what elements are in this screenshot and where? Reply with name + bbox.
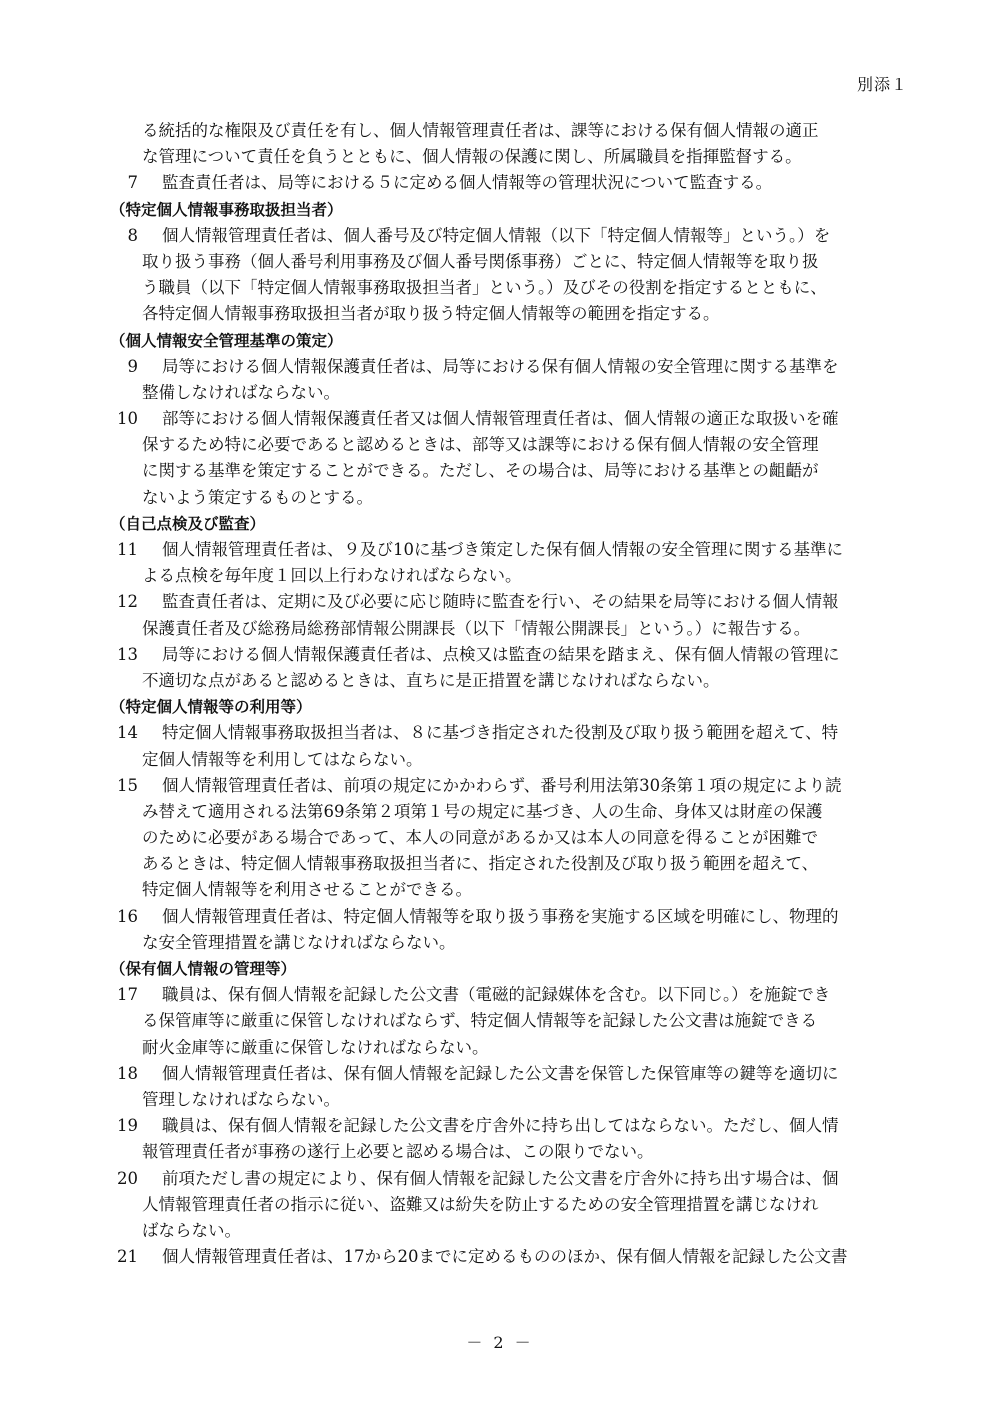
clause-number: 18 xyxy=(117,1063,138,1083)
clause-number: 9 xyxy=(127,356,138,376)
lead-line: る統括的な権限及び責任を有し、個人情報管理責任者は、課等における保有個人情報の適正 xyxy=(142,121,819,140)
clause-first-line xyxy=(112,1244,932,1270)
section-heading: （保有個人情報の管理等） xyxy=(110,960,297,978)
clause-first-line xyxy=(112,537,932,563)
clause-number: 12 xyxy=(117,592,138,612)
clause-continuation-line: な安全管理措置を講じなければならない。 xyxy=(142,932,456,952)
clause-item xyxy=(112,982,932,1061)
clause-continuation-line: 管理しなければならない。 xyxy=(142,1089,340,1109)
attachment-label: 別添１ xyxy=(856,75,908,94)
clause-item xyxy=(112,904,932,956)
clause-item xyxy=(112,1113,932,1165)
clause-continuation-line: 不適切な点があると認めるときは、直ちに是正措置を講じなければならない。 xyxy=(142,670,720,690)
clause-text: 特定個人情報事務取扱担当者は、８に基づき指定された役割及び取り扱う範囲を超えて、特 xyxy=(162,723,839,743)
clause-item xyxy=(112,720,932,772)
clause-text: 部等における個人情報保護責任者又は個人情報管理責任者は、個人情報の適正な取扱いを確 xyxy=(162,409,839,429)
section-heading: （個人情報安全管理基準の策定） xyxy=(110,331,343,350)
clause-text: 個人情報管理責任者は、前項の規定にかかわらず、番号利用法第30条第１項の規定により読 xyxy=(162,775,842,795)
clause-text: 局等における個人情報保護責任者は、点検又は監査の結果を踏まえ、保有個人情報の管理に xyxy=(162,644,840,664)
clause-number: 16 xyxy=(117,906,138,926)
clause-number: 8 xyxy=(127,225,138,245)
clause-continuation-line: 耐火金庫等に厳重に保管しなければならない。 xyxy=(142,1037,489,1057)
clause-number: 19 xyxy=(117,1116,138,1136)
clause-continuation-line: 各特定個人情報事務取扱担当者が取り扱う特定個人情報等の範囲を指定する。 xyxy=(142,304,720,324)
section-heading: （特定個人情報事務取扱担当者） xyxy=(110,200,343,219)
clause-number: 13 xyxy=(117,644,138,664)
clause-text: 個人情報管理責任者は、個人番号及び特定個人情報（以下「特定個人情報等」という。）を xyxy=(162,225,831,245)
clause-number: 11 xyxy=(117,540,138,559)
clause-number: 17 xyxy=(117,985,138,1005)
clause-first-line xyxy=(112,773,932,799)
clause-item xyxy=(112,1061,932,1113)
clause-number: 15 xyxy=(117,775,138,795)
clause-text: 監査責任者は、局等における５に定める個人情報等の管理状況について監査する。 xyxy=(162,173,773,193)
clause-continuation-line: あるときは、特定個人情報事務取扱担当者に、指定された役割及び取り扱う範囲を超えて、 xyxy=(142,854,819,874)
clause-continuation-line: ないよう策定するものとする。 xyxy=(142,487,373,507)
clause-continuation-line: に関する基準を策定することができる。ただし、その場合は、局等における基準との齟齬が xyxy=(142,461,819,481)
clause-text: 個人情報管理責任者は、保有個人情報を記録した公文書を保管した保管庫等の鍵等を適切に xyxy=(162,1063,839,1083)
clause-continuation-line: 保護責任者及び総務局総務部情報公開課長（以下「情報公開課長」という。）に報告する。 xyxy=(142,618,811,638)
clause-item xyxy=(112,537,932,589)
clause-continuation-line: ばならない。 xyxy=(142,1220,241,1240)
clause-continuation-line: う職員（以下「特定個人情報事務取扱担当者」という。）及びその役割を指定するとともに、 xyxy=(142,278,827,298)
clause-number: 7 xyxy=(127,173,138,193)
clause-item xyxy=(112,589,932,641)
clause-text: 個人情報管理責任者は、９及び10に基づき策定した保有個人情報の安全管理に関する基準に xyxy=(162,540,843,559)
clause-number: 14 xyxy=(117,723,138,743)
clause-first-line xyxy=(112,642,932,668)
clause-continuation-line: 人情報管理責任者の指示に従い、盗難又は紛失を防止するための安全管理措置を講じなけれ xyxy=(142,1194,819,1214)
clause-first-line xyxy=(112,982,932,1008)
clause-text: 前項ただし書の規定により、保有個人情報を記録した公文書を庁舎外に持ち出す場合は、個 xyxy=(162,1168,839,1188)
clause-first-line xyxy=(112,904,932,930)
clause-item xyxy=(112,642,932,694)
clause-continuation-line: 定個人情報等を利用してはならない。 xyxy=(142,749,423,769)
clause-first-line xyxy=(112,589,932,615)
clause-item xyxy=(112,1244,932,1270)
clause-item xyxy=(112,223,932,328)
clause-continuation-line: 整備しなければならない。 xyxy=(142,382,340,402)
clause-first-line xyxy=(112,720,932,746)
clause-continuation-line: 保するため特に必要であると認めるときは、部等又は課等における保有個人情報の安全管理 xyxy=(142,435,819,455)
clause-first-line xyxy=(112,1113,932,1139)
clause-number: 20 xyxy=(117,1168,138,1188)
clause-first-line xyxy=(112,1061,932,1087)
clause-first-line xyxy=(112,354,932,380)
clause-continuation-line: 特定個人情報等を利用させることができる。 xyxy=(142,880,472,900)
clause-text: 個人情報管理責任者は、特定個人情報等を取り扱う事務を実施する区域を明確にし、物理的 xyxy=(162,906,839,926)
clause-item xyxy=(112,773,932,904)
section-heading: （特定個人情報等の利用等） xyxy=(110,698,312,717)
clause-continuation-line: 取り扱う事務（個人番号利用事務及び個人番号関係事務）ごとに、特定個人情報等を取り扱 xyxy=(142,251,819,271)
clause-first-line xyxy=(112,1166,932,1192)
clause-number: 10 xyxy=(117,409,138,429)
clause-number: 21 xyxy=(117,1247,138,1267)
clause-item xyxy=(112,354,932,406)
clause-text: 個人情報管理責任者は、17から20までに定めるもののほか、保有個人情報を記録した公文書 xyxy=(162,1247,848,1267)
clause-item xyxy=(112,406,932,511)
clause-first-line xyxy=(112,223,932,249)
page-number: － 2 － xyxy=(466,1333,534,1352)
lead-line: な管理について責任を負うとともに、個人情報の保護に関し、所属職員を指揮監督する。 xyxy=(142,147,802,167)
clause-item xyxy=(112,170,932,196)
document-body xyxy=(112,118,932,1270)
clause-continuation-line: よる点検を毎年度１回以上行わなければならない。 xyxy=(142,566,522,586)
clause-text: 局等における個人情報保護責任者は、局等における保有個人情報の安全管理に関する基準を xyxy=(162,356,839,376)
clause-continuation-line: のために必要がある場合であって、本人の同意があるか又は本人の同意を得ることが困難で xyxy=(142,828,819,848)
clause-text: 監査責任者は、定期に及び必要に応じ随時に監査を行い、その結果を局等における個人情報 xyxy=(162,592,839,612)
section-heading: （自己点検及び監査） xyxy=(110,514,266,533)
clause-continuation-line: 報管理責任者が事務の遂行上必要と認める場合は、この限りでない。 xyxy=(142,1142,654,1162)
clause-text: 職員は、保有個人情報を記録した公文書を庁舎外に持ち出してはならない。ただし、個人情 xyxy=(162,1116,839,1136)
clause-first-line xyxy=(112,170,932,196)
clause-item xyxy=(112,1166,932,1245)
clause-text: 職員は、保有個人情報を記録した公文書（電磁的記録媒体を含む。以下同じ。）を施錠でき xyxy=(162,985,831,1005)
clause-continuation-line: る保管庫等に厳重に保管しなければならず、特定個人情報等を記録した公文書は施錠できる xyxy=(142,1011,818,1031)
clause-first-line xyxy=(112,406,932,432)
clause-continuation-line: み替えて適用される法第69条第２項第１号の規定に基づき、人の生命、身体又は財産の保護 xyxy=(142,801,823,821)
